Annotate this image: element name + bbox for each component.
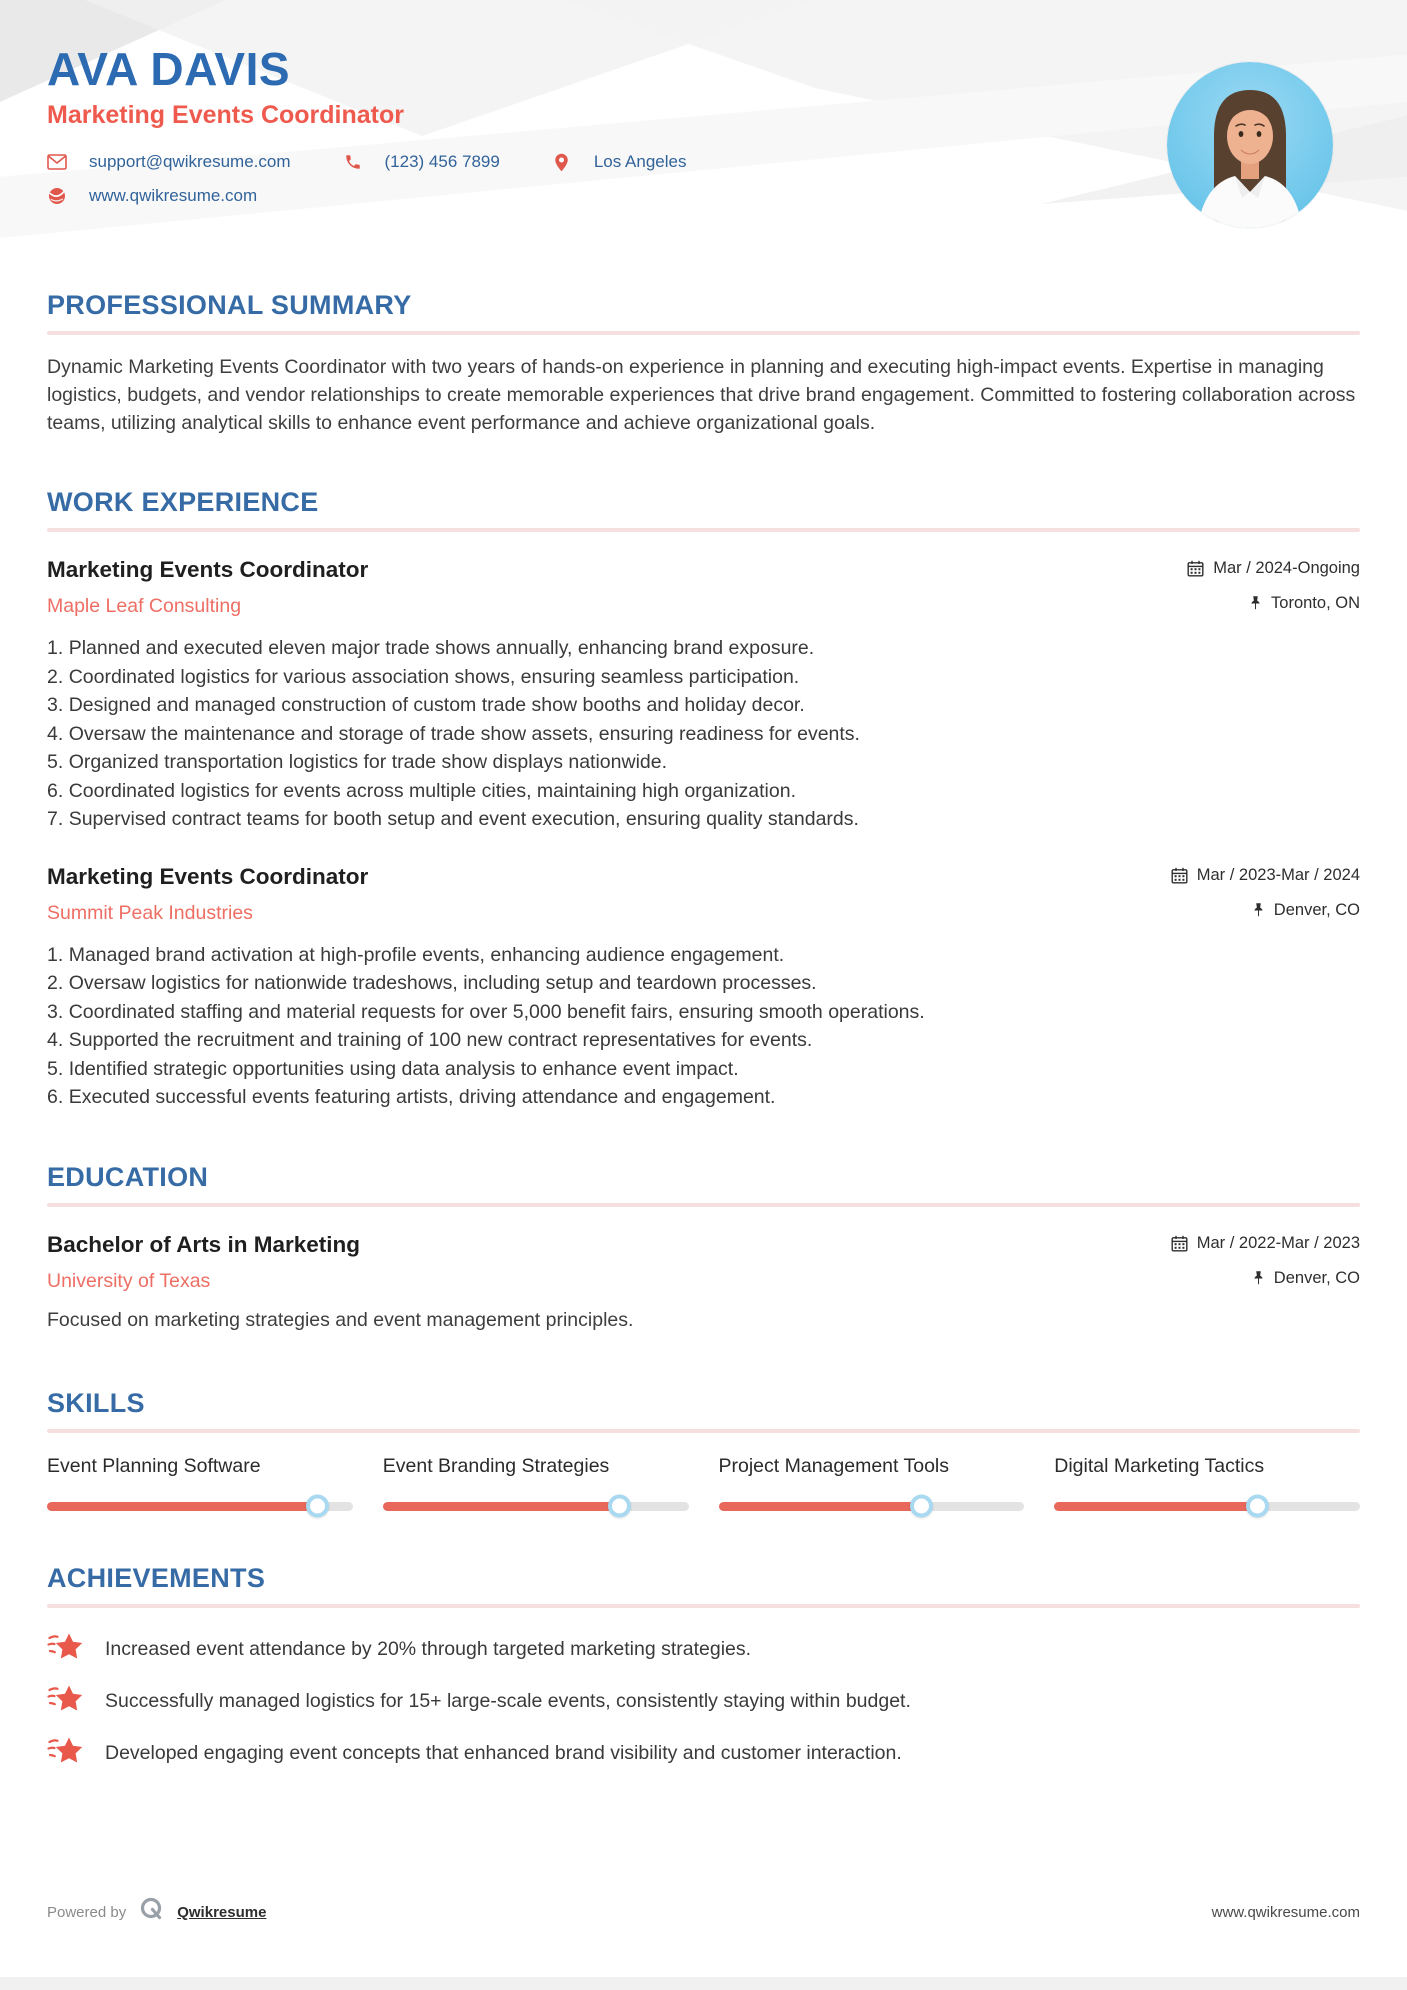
- job-bullet: Identified strategic opportunities using data analysis to enhance event impact.: [68, 1057, 739, 1080]
- skills-heading: SKILLS: [47, 1387, 145, 1418]
- education-location-text: Denver, CO: [1273, 1268, 1360, 1287]
- skill-name: Event Planning Software: [47, 1454, 261, 1477]
- candidate-title: Marketing Events Coordinator: [47, 101, 404, 129]
- job-location: [1252, 901, 1360, 920]
- map-pin-icon: [552, 152, 572, 172]
- job-location: [1249, 594, 1360, 613]
- job-dates-text: Mar / 2023-Mar / 2024: [1196, 865, 1360, 884]
- section-divider: [47, 528, 1360, 532]
- job-dates-text: Mar / 2024-Ongoing: [1213, 559, 1360, 577]
- contact-location-text: Los Angeles: [593, 152, 687, 171]
- resume-header: [47, 0, 1360, 206]
- skill-name: Event Branding Strategies: [382, 1454, 610, 1477]
- skill-item: [383, 1455, 689, 1511]
- job-bullet-list: [47, 941, 1360, 1112]
- achievement-item: [47, 1734, 1360, 1772]
- section-skills: [47, 1388, 1360, 1511]
- contact-website-text: www.qwikresume.com: [89, 186, 258, 205]
- job-title: Marketing Events Coordinator: [47, 557, 369, 582]
- achievement-item: [47, 1630, 1360, 1668]
- skill-slider-thumb[interactable]: [910, 1495, 933, 1518]
- skill-slider-thumb[interactable]: [306, 1495, 329, 1518]
- contact-email: [47, 152, 291, 172]
- job-bullet: Supported the recruitment and training of 100 new contract representatives for events.: [68, 1029, 813, 1051]
- section-divider: [47, 1604, 1360, 1608]
- contact-block: [47, 152, 1360, 206]
- star-burst-icon: [47, 1734, 85, 1772]
- section-divider: [47, 1203, 1360, 1207]
- job-entry: [47, 864, 1360, 1112]
- skill-slider-fill: [1054, 1502, 1259, 1511]
- phone-icon: [343, 152, 363, 172]
- candidate-name: AVA DAVIS: [47, 43, 291, 95]
- section-achievements: [47, 1563, 1360, 1772]
- skill-item: [47, 1455, 353, 1511]
- powered-by-label: Powered by: [47, 1903, 127, 1921]
- pushpin-icon: [1249, 595, 1262, 612]
- globe-icon: [47, 186, 67, 206]
- education-description: Focused on marketing strategies and event management principles.: [47, 1308, 634, 1331]
- section-summary: [47, 290, 1360, 437]
- job-bullet: Executed successful events featuring artists, driving attendance and engagement.: [68, 1086, 776, 1108]
- qwikresume-link[interactable]: Qwikresume: [177, 1903, 267, 1921]
- job-company: Maple Leaf Consulting: [47, 595, 242, 617]
- pushpin-icon: [1252, 1270, 1265, 1287]
- job-bullet: Organized transportation logistics for trade show displays nationwide.: [68, 751, 668, 773]
- section-education: [47, 1162, 1360, 1332]
- achievement-text: Increased event attendance by 20% through targeted marketing strategies.: [105, 1637, 752, 1660]
- section-experience: [47, 487, 1360, 1112]
- skill-slider[interactable]: [47, 1502, 353, 1511]
- job-title: Marketing Events Coordinator: [47, 863, 369, 889]
- education-dates: [1171, 1234, 1360, 1253]
- job-bullet: Oversaw logistics for nationwide tradeshows, including setup and teardown processes.: [68, 972, 817, 994]
- contact-phone-text: (123) 456 7899: [384, 152, 500, 171]
- job-dates: [1171, 866, 1360, 885]
- education-heading: EDUCATION: [47, 1161, 209, 1192]
- skill-slider[interactable]: [383, 1502, 689, 1511]
- achievements-heading: ACHIEVEMENTS: [47, 1562, 266, 1593]
- job-location-text: Toronto, ON: [1271, 594, 1360, 612]
- job-bullet: Planned and executed eleven major trade shows annually, enhancing brand exposure.: [68, 637, 815, 659]
- skill-slider-fill: [719, 1502, 924, 1511]
- experience-heading: WORK EXPERIENCE: [47, 487, 319, 517]
- footer-website: www.qwikresume.com: [1211, 1903, 1360, 1921]
- skill-slider-thumb[interactable]: [1246, 1495, 1269, 1518]
- job-company: Summit Peak Industries: [47, 901, 253, 924]
- skill-slider-fill: [383, 1502, 621, 1511]
- achievement-text: Successfully managed logistics for 15+ large-scale events, consistently staying within budget.: [105, 1689, 911, 1712]
- bottom-strip: [0, 1977, 1407, 1990]
- skills-grid: [47, 1455, 1360, 1511]
- job-bullet: Supervised contract teams for booth setup and event execution, ensuring quality standards.: [68, 808, 859, 830]
- star-burst-icon: [47, 1630, 85, 1668]
- education-entry: [47, 1232, 1360, 1332]
- contact-phone: [343, 152, 500, 172]
- contact-website: [47, 186, 257, 206]
- job-bullet-list: [47, 634, 1360, 834]
- job-bullet: Oversaw the maintenance and storage of trade show assets, ensuring readiness for events.: [68, 722, 860, 745]
- section-divider: [47, 331, 1360, 335]
- skill-slider-fill: [47, 1502, 319, 1511]
- job-entry: [47, 557, 1360, 834]
- job-bullet: Coordinated logistics for events across multiple cities, maintaining high organization.: [68, 779, 796, 802]
- skill-name: Digital Marketing Tactics: [1054, 1454, 1265, 1477]
- achievement-text: Developed engaging event concepts that enhanced brand visibility and customer interaction.: [105, 1741, 902, 1764]
- pushpin-icon: [1252, 902, 1265, 919]
- school-name: University of Texas: [47, 1269, 211, 1292]
- skill-slider[interactable]: [1054, 1502, 1360, 1511]
- skill-slider[interactable]: [719, 1502, 1025, 1511]
- calendar-icon: [1187, 560, 1204, 577]
- achievements-list: [47, 1630, 1360, 1772]
- education-dates-text: Mar / 2022-Mar / 2023: [1196, 1233, 1360, 1252]
- section-divider: [47, 1429, 1360, 1433]
- page-footer: [47, 1896, 1360, 1928]
- skill-slider-thumb[interactable]: [608, 1495, 631, 1518]
- profile-photo: [1167, 62, 1333, 228]
- job-bullet: Coordinated staffing and material requests for over 5,000 benefit fairs, ensuring smooth operations.: [68, 1000, 925, 1023]
- qwikresume-logo-icon: [138, 1896, 165, 1928]
- summary-heading: PROFESSIONAL SUMMARY: [47, 290, 412, 320]
- job-bullet: Managed brand activation at high-profile events, enhancing audience engagement.: [68, 943, 785, 966]
- contact-email-text: support@qwikresume.com: [89, 152, 291, 171]
- job-bullet: Designed and managed construction of custom trade show booths and holiday decor.: [68, 694, 805, 716]
- education-location: [1252, 1269, 1360, 1288]
- degree-title: Bachelor of Arts in Marketing: [47, 1231, 360, 1257]
- envelope-icon: [47, 152, 67, 172]
- summary-text: Dynamic Marketing Events Coordinator with two years of hands-on experience in planning and executing high-impact events. Expertise in managing logistics, budgets, and vendor relationships to create memorable experiences that drive brand engagement. Committed to fostering collaboration across teams, utilizing analytical skills to enhance event performance and achieve organizational goals.: [47, 356, 1356, 434]
- achievement-item: [47, 1682, 1360, 1720]
- job-dates: [1187, 559, 1360, 578]
- contact-location: [552, 152, 687, 172]
- calendar-icon: [1171, 1235, 1188, 1252]
- skill-item: [719, 1455, 1025, 1511]
- star-burst-icon: [47, 1682, 85, 1720]
- job-bullet: Coordinated logistics for various association shows, ensuring seamless participation.: [68, 665, 800, 688]
- job-location-text: Denver, CO: [1273, 900, 1360, 919]
- skill-name: Project Management Tools: [718, 1454, 950, 1477]
- skill-item: [1054, 1455, 1360, 1511]
- calendar-icon: [1171, 867, 1188, 884]
